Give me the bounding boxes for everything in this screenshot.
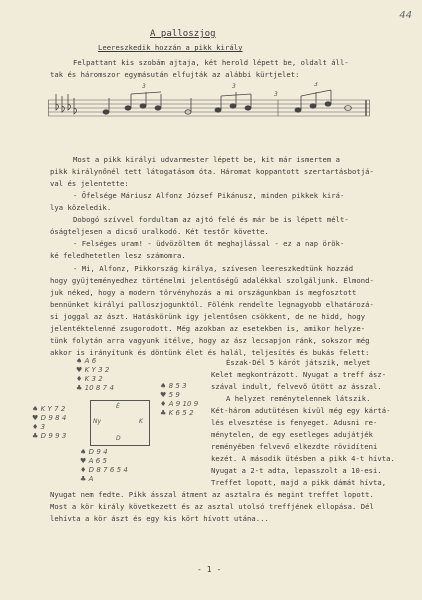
right-line: A helyzet reménytelennek látszik. bbox=[226, 394, 371, 403]
north-hearts: ♥ K Y 3 2 bbox=[76, 366, 110, 374]
west-clubs: ♣ D 9 9 3 bbox=[32, 432, 67, 440]
body-line: bennünket királyi palloszjogunktól. Fölénk rendelte legnagyobb elhatározá- bbox=[50, 300, 374, 309]
north-clubs: ♣ 10 8 7 4 bbox=[76, 384, 114, 392]
south-hand bbox=[80, 448, 128, 484]
right-line: Kelet megkontrázott. Nyugat a treff ász- bbox=[211, 370, 387, 379]
east-spades: ♠ 8 5 3 bbox=[160, 382, 187, 390]
body-line: tünk folytán arra vagyunk itélve, hogy az ász lecsapjon ránk, sokszor még bbox=[50, 336, 370, 345]
body-line: juk néked, hogy a modern törvényhozás a mi országunkban is megfosztott bbox=[50, 288, 357, 297]
right-line: Két-három adutütésen kívül még egy kártá- bbox=[211, 406, 391, 415]
south-diamonds: ♦ D 8 7 6 5 4 bbox=[80, 466, 128, 474]
right-line: ménytelen, de egy esetleges adujátjék bbox=[211, 430, 373, 439]
right-line: Észak-Dél 5 kárót játszik, melyet bbox=[226, 358, 371, 367]
triplet-label: 3 bbox=[232, 83, 236, 90]
music-staff bbox=[48, 82, 370, 132]
chapter-subtitle: Leereszkedik hozzán a pikk király bbox=[98, 43, 243, 52]
south-spades: ♠ D 9 4 bbox=[80, 448, 108, 456]
east-clubs: ♣ K 6 5 2 bbox=[160, 409, 194, 417]
right-line: Treffet lopott, majd a pikk dámát hívta, bbox=[211, 478, 387, 487]
body-line: ké feledhetetlen lesz számomra. bbox=[50, 251, 186, 260]
triplet-label: 3 bbox=[142, 83, 146, 90]
body-line: - Mi, Alfonz, Pikkország királya, szívesen leereszkedtünk hozzád bbox=[73, 264, 354, 273]
north-spades: ♠ A 6 bbox=[76, 357, 97, 365]
east-hearts: ♥ 5 9 bbox=[160, 391, 180, 399]
body-line: - Felséges uram! - üdvözöltem őt meghajlással - ez a nap örök- bbox=[73, 239, 345, 248]
body-line: akkor is irányítunk és döntünk élet és halál, teljesítés és bukás felett: bbox=[50, 348, 370, 357]
body-line: Most a pikk királyi udvarmester lépett be, kit már ismertem a bbox=[73, 155, 341, 164]
body-line: hogy gyüjteményedhez történelmi jelentőségű adalékkal szolgáljunk. Elmond- bbox=[50, 276, 374, 285]
triplet-label: 3 bbox=[314, 82, 318, 88]
body-line: val és jelentette: bbox=[50, 179, 129, 188]
right-line: reményében felvevő elkezdte rövidíteni bbox=[211, 442, 378, 451]
final-line: lehívta a kör ászt és egy kis kört hívott utána... bbox=[50, 514, 269, 523]
right-line: lés elvesztése is fenyeget. Adusni re- bbox=[211, 418, 378, 427]
triplet-label: 3 bbox=[274, 91, 278, 98]
final-line: Most a kör király következett és az asztal utolsó treffjének ellopása. Dél bbox=[50, 502, 374, 511]
north-diamonds: ♦ K 3 2 bbox=[76, 375, 103, 383]
body-line: óságteljesen a dicső uralkodó. Két testőr követte. bbox=[50, 227, 269, 236]
right-line: szával indult, felvevő ütött az ásszal. bbox=[211, 382, 382, 391]
east-diamonds: ♦ A 9 10 9 bbox=[160, 400, 199, 408]
right-line: kezét. A második ütésben a pikk 4-t hívta. bbox=[211, 454, 395, 463]
intro-line: tak és háromszor egymásután elfujták az alábbi kürtjelet: bbox=[50, 70, 300, 79]
final-line: Nyugat nem fedte. Pikk ásszal átment az asztalra és megint treffet lopott. bbox=[50, 490, 374, 499]
compass-east: K bbox=[139, 418, 143, 425]
compass-north: É bbox=[116, 403, 120, 410]
south-clubs: ♣ A bbox=[80, 475, 94, 483]
body-line: lya közeledik. bbox=[50, 203, 112, 212]
south-hearts: ♥ A 6 5 bbox=[80, 457, 107, 465]
body-line: - Őfelsége Máriusz Alfonz József Pikánusz, minden pikkek kirá- bbox=[73, 191, 345, 200]
intro-line: Felpattant kis szobám ajtaja, két herold lépett be, oldalt áll- bbox=[73, 58, 349, 67]
east-hand bbox=[160, 382, 198, 418]
body-line: pikk királynőnél tett látogatásom óta. Háromat koppantott szertartásbotjá- bbox=[50, 167, 374, 176]
compass-south: D bbox=[116, 435, 121, 442]
body-line: jelentéktelenné zsugorodott. Még azokban az esetekben is, amikor helyze- bbox=[50, 324, 366, 333]
west-spades: ♠ K Y 7 2 bbox=[32, 405, 66, 413]
north-hand bbox=[76, 357, 114, 393]
page-footer: - 1 - bbox=[197, 565, 222, 574]
right-line: Nyugat a 2-t adta, lepasszolt a 10-esi. bbox=[211, 466, 382, 475]
west-diamonds: ♦ 3 bbox=[32, 423, 46, 431]
body-line: si joggal az ászt. Hatáskörünk igy jelentősen csökkent, de ne hidd, hogy bbox=[50, 312, 366, 321]
notes bbox=[103, 90, 351, 114]
west-hand bbox=[32, 405, 66, 441]
compass-west: Ny bbox=[93, 418, 102, 425]
body-line: Dobogó szívvel fordultam az ajtó felé és már be is lépett mélt- bbox=[73, 215, 349, 224]
page-number: 44 bbox=[399, 10, 412, 21]
chapter-title: A palloszjog bbox=[150, 29, 216, 39]
west-hearts: ♥ D 9 8 4 bbox=[32, 414, 67, 422]
compass-box bbox=[90, 400, 150, 446]
